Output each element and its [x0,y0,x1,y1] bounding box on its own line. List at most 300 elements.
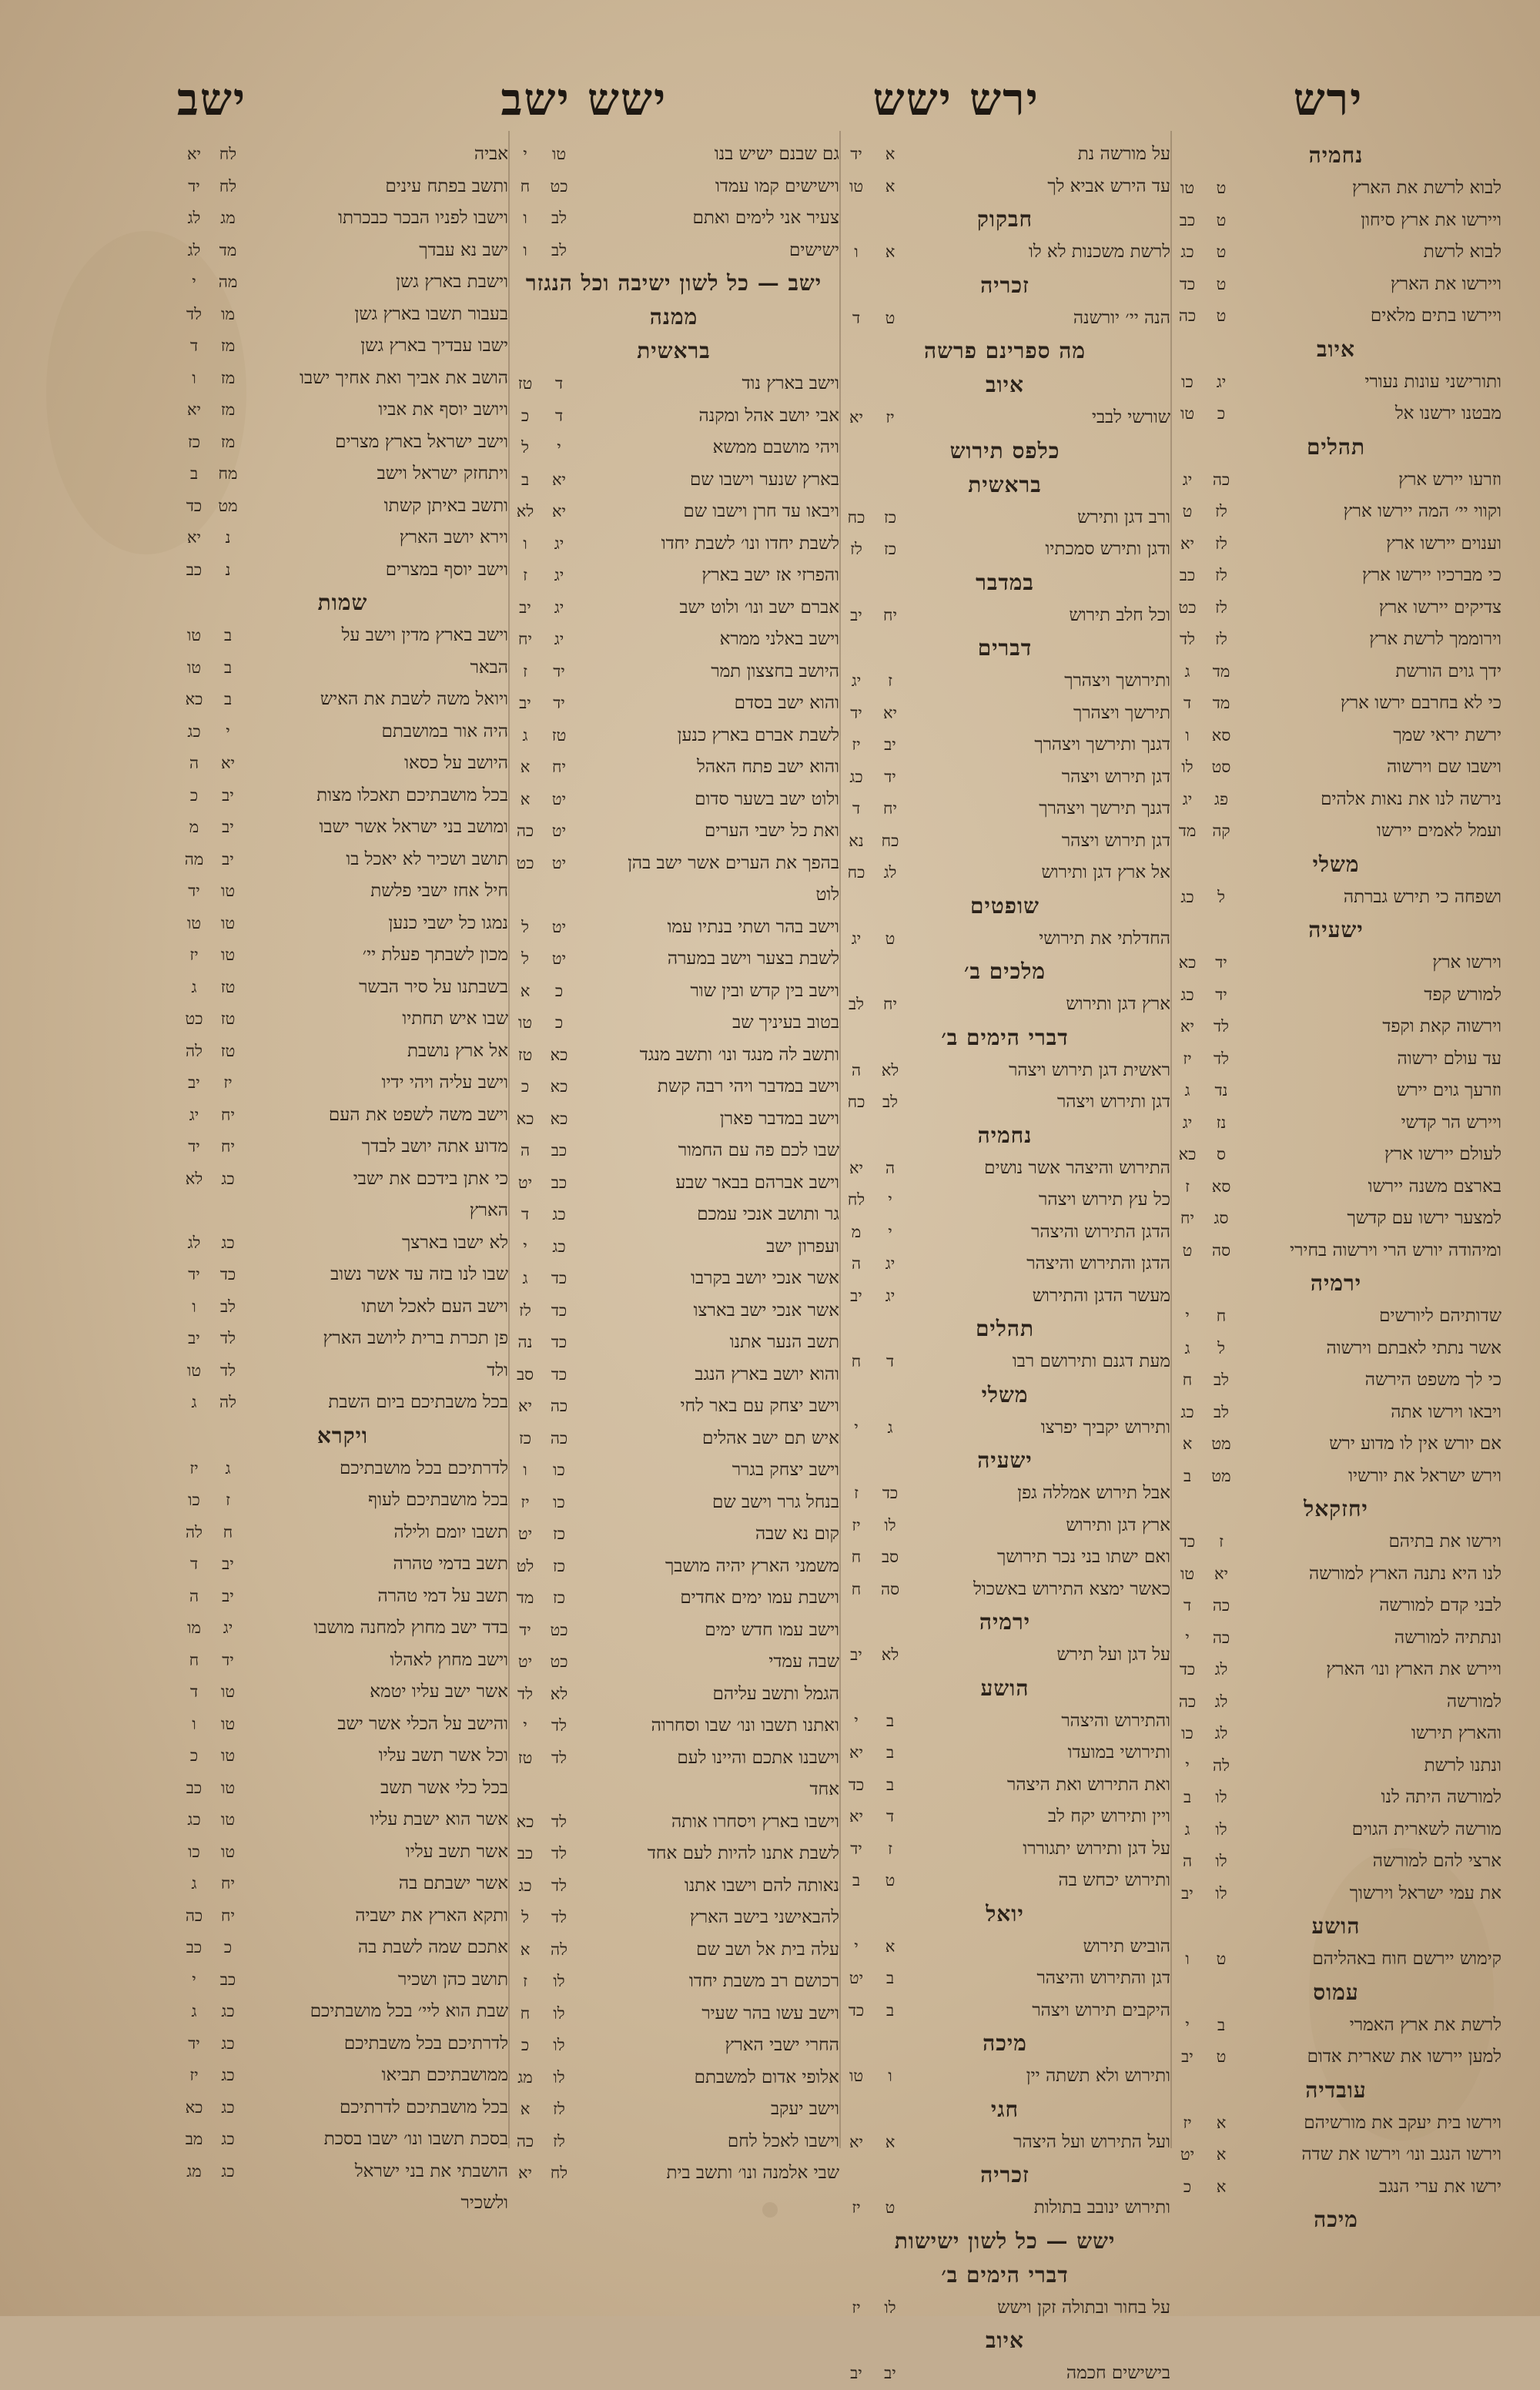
concordance-entry [177,1836,508,1869]
verse-number: יב [850,1286,862,1305]
chapter-number: ב [886,1743,895,1762]
verse-number: ט [1182,502,1193,521]
chapter-number: סט [1211,758,1231,776]
chapter-number: טו [220,882,236,900]
verse-number: לא [185,1169,203,1188]
concordance-entry [1170,1333,1502,1365]
chapter-number: טז [220,1041,236,1060]
entry-text: אשר אנכי יושב בקרבו [691,1268,839,1288]
chapter-number: יח [221,1137,235,1156]
concordance-entry [508,1679,839,1711]
chapter-number: יא [220,754,236,772]
chapter-number: א [885,2132,896,2151]
concordance-entry [508,1007,839,1039]
chapter-number: כג [221,1169,235,1188]
chapter-number: א [885,243,896,261]
entry-text: היה אור במושבתם [381,721,508,741]
verse-number: כב [517,1844,534,1863]
entry-text: למורשה היתה לנו [1381,1787,1502,1807]
verse-number: לז [519,1300,531,1320]
concordance-entry [177,1645,508,1677]
verse-number: יז [1183,1049,1192,1068]
verse-number: לט [516,1556,534,1575]
concordance-entry [177,875,508,908]
chapter-number: כג [221,2161,235,2181]
concordance-entry [1170,560,1502,592]
concordance-entry [839,236,1170,269]
entry-text: ותשב בפתח עינים [385,176,508,196]
entry-text: היושב בחצצון תמר [711,661,839,681]
entry-text: ותשב באיתן קשתו [383,495,508,516]
chapter-number: כז [883,540,897,558]
concordance-entry [1170,1075,1502,1107]
chapter-number: טז [220,977,236,996]
chapter-number: כח [881,831,899,850]
verse-number: ל [521,438,529,457]
entry-text: כי לך משפט הירשה [1364,1370,1502,1390]
chapter-number: ז [1219,1532,1224,1551]
entry-text: וישב אברהם בבאר שבע [675,1172,839,1193]
entry-text: כי מברכיו יירשו ארץ [1362,565,1502,585]
concordance-entry [839,1769,1170,1802]
concordance-entry [177,1804,508,1836]
entry-text: הדגן התירוש והיצהר [1031,1221,1170,1242]
concordance-entry [177,1036,508,1068]
verse-number: ו [523,534,527,553]
verse-number: מג [186,2161,202,2181]
entry-text: ויתחזק ישראל וישב [377,464,508,484]
entry-text: כאשר ימצא התירוש באשכול [973,1578,1170,1599]
concordance-entry [839,502,1170,534]
entry-text: וישב יצחק בגרר [732,1460,839,1480]
chapter-number: קה [1212,822,1230,840]
concordance-entry [508,1231,839,1264]
book-heading: מיכה [983,2030,1027,2056]
verse-number: ה [520,1141,531,1160]
chapter-number: מט [1211,1466,1231,1485]
verse-number: לא [516,502,534,521]
verse-number: ה [1182,1852,1193,1870]
entry-text: תושב ושכיר לא יאכל בו [346,849,508,869]
entry-text: וירשוה קאת וקפד [1382,1016,1502,1036]
entry-text: שבה עמדי [768,1652,839,1672]
chapter-number: סה [1211,1240,1231,1260]
verse-number: יט [849,1969,864,1987]
entry-text: קום נא שבה [755,1524,839,1544]
entry-text: ועל התירוש ועל היצהר [1013,2131,1170,2152]
concordance-entry [839,857,1170,889]
entry-text: הגמל ותשב עליהם [712,1683,839,1704]
verse-number: יט [517,1173,533,1192]
entry-text: בנחל גרר וישב שם [712,1491,839,1512]
concordance-entry [1170,1107,1502,1140]
entry-text: משמני הארץ יהיה מושבך [665,1555,839,1576]
verse-number: נה [517,1333,533,1351]
concordance-entry [177,908,508,940]
verse-number: ו [523,1461,527,1479]
concordance-entry [177,458,508,490]
concordance-entry [1170,528,1502,561]
entry-text: על בחור ובתולה זקן וישש [997,2297,1170,2318]
chapter-number: לה [219,1393,236,1411]
entry-text: ונתנו לרשת [1424,1755,1502,1776]
chapter-number: כ [1217,404,1226,423]
entry-text: אלופי אדום למשבתם [694,2067,839,2087]
concordance-entry [177,171,508,203]
concordance-entry [508,1902,839,1934]
book-heading: משלי [981,1381,1029,1408]
chapter-number: ט [1216,243,1227,261]
chapter-number: יב [884,2364,896,2382]
chapter-number: לו [1215,1852,1227,1870]
concordance-entry [177,1932,508,1964]
concordance-entry [508,688,839,720]
concordance-entry [839,1995,1170,2027]
chapter-number: מד [219,240,237,259]
book-heading: זכריה [980,2162,1029,2187]
entry-text: וירשו בית יעקב את מורשיהם [1304,2112,1502,2133]
verse-number: יד [188,2034,200,2053]
chapter-number: יח [883,605,897,624]
verse-number: יב [850,605,862,624]
entry-text: וישבו בארץ ויסחרו אותה [671,1811,839,1832]
concordance-entry [177,363,508,395]
entry-text: איש תם ישב אהלים [701,1428,839,1448]
chapter-number: כג [552,1237,566,1256]
chapter-number: יח [552,758,566,776]
concordance-entry [177,1100,508,1132]
verse-number: כג [187,721,201,741]
chapter-number: יח [883,995,897,1013]
verse-number: י [854,1711,859,1730]
concordance-entry [1170,1461,1502,1493]
chapter-number: כז [552,1525,566,1543]
entry-text: ותירושך ויצהרך [1064,671,1170,691]
verse-number: טו [186,1361,202,1380]
concordance-entry [177,1548,508,1581]
verse-number: יט [1180,2145,1195,2164]
chapter-number: כ [554,981,564,1000]
concordance-entry [1170,882,1502,914]
concordance-entry [508,1934,839,1967]
concordance-entry [508,432,839,464]
concordance-entry [177,972,508,1004]
verse-number: לב [849,995,864,1013]
chapter-number: לב [882,1093,898,1111]
concordance-entry [508,1838,839,1870]
chapter-number: כו [553,1492,565,1511]
entry-text: לעולם יירשו ארץ [1384,1144,1502,1164]
concordance-entry [839,1217,1170,1249]
verse-number: מ [851,1222,862,1241]
concordance-entry [839,793,1170,825]
verse-number: טו [849,176,864,196]
entry-text: נאותה להם וישבו אתנו [684,1875,839,1896]
column-2 [839,139,1170,2383]
concordance-entry [508,912,839,944]
concordance-entry [839,1412,1170,1444]
chapter-number: כה [550,1397,568,1415]
concordance-entry [839,1184,1170,1217]
chapter-number: ה [885,1158,896,1177]
chapter-number: יג [885,1286,896,1305]
chapter-number: כה [1212,1596,1230,1615]
concordance-entry [1170,1878,1502,1910]
entry-text: דגן ותירוש ויצהר [1056,1092,1170,1112]
chapter-number: כד [219,1265,236,1284]
entry-text: ויירשו את הארץ [1390,273,1502,294]
verse-number: ח [851,1352,862,1371]
verse-number: כה [185,1906,203,1925]
entry-text: עד עולם ירשוה [1397,1048,1502,1069]
verse-number: כד [1179,1660,1196,1679]
concordance-entry [508,235,839,267]
verse-number: יד [850,145,862,163]
chapter-number: לז [1215,566,1227,584]
verse-number: יז [521,1492,530,1511]
entry-text: ישישים [788,239,839,260]
entry-text: אביה [474,144,508,164]
entry-text: אבי יושב אהל ומקנה [698,405,839,426]
entry-text: לנו היא נתנה הארץ למורשה [1308,1563,1502,1584]
chapter-number: טו [220,1714,236,1733]
entry-text: אברם ישב ונו׳ ולוט ישב [679,597,839,618]
entry-text: הדגן והתירוש והיצהר [1026,1254,1170,1274]
verse-number: לג [187,1233,201,1252]
concordance-entry [1170,300,1502,333]
concordance-entry [177,844,508,876]
entry-text: וכל אשר תשב עליו [378,1746,508,1766]
concordance-entry [508,1295,839,1327]
chapter-number: א [1216,2145,1227,2164]
entry-text: גר ותושב אנכי עמכם [697,1204,839,1224]
chapter-number: לז [553,2100,565,2118]
concordance-entry [177,1868,508,1900]
book-heading: עמוס [1313,1979,1359,2005]
entry-text: ודגן ותירש סמכתיו [1045,539,1170,559]
entry-text: וישבו לפניו הבכר כבכרתו [338,208,508,228]
chapter-number: ג [887,1418,893,1437]
verse-number: כט [516,853,534,872]
entry-text: בכל מושבתיכם תאכלו מצות [316,785,508,805]
concordance-entry [1170,1011,1502,1043]
chapter-number: כג [221,2034,235,2053]
concordance-entry [839,534,1170,566]
verse-number: ח [520,176,531,196]
concordance-entry [839,698,1170,730]
concordance-entry [1170,1171,1502,1203]
verse-number: כא [1178,1145,1197,1163]
concordance-entry [177,394,508,427]
entry-text: וירש ישראל את יורשיו [1348,1465,1502,1486]
concordance-entry [508,879,839,912]
verse-number: כ [1183,2177,1192,2196]
verse-number: י [523,1716,527,1735]
entry-text: על דגן ועל תירש [1056,1645,1170,1665]
book-heading: דברי הימים ב׳ [941,2261,1069,2288]
concordance-entry [177,1964,508,1997]
entry-text: וזרעך גוים יירש [1396,1080,1502,1100]
chapter-number: לג [1214,1660,1228,1679]
entry-text: והארץ תירשו [1411,1723,1502,1743]
concordance-entry [839,1478,1170,1510]
verse-number: מד [1178,822,1197,840]
chapter-number: יא [882,703,898,722]
entry-text: שורשי לבבי [1091,407,1170,427]
chapter-number: לו [553,1972,565,1990]
entry-text: בעבור תשבו בארץ גשן [354,303,508,324]
entry-text: למורש קפד [1424,984,1502,1005]
verse-number: ב [521,470,530,489]
verse-number: מד [516,1588,534,1607]
entry-text: תירשך ויצהרך [1073,702,1170,723]
entry-text: וישב בהר ושתי בנתיו עמו [667,916,839,937]
book-heading: יחזקאל [1304,1496,1368,1521]
concordance-entry [177,2156,508,2188]
concordance-entry [839,2292,1170,2325]
concordance-entry [839,1865,1170,1897]
concordance-entry [177,139,508,171]
concordance-entry [508,1199,839,1231]
concordance-entry [508,1327,839,1359]
entry-text: וישב במדבר פארן [719,1108,839,1129]
entry-text: אל ארץ דגן ותירוש [1041,862,1170,882]
entry-text: והתירוש והיצהר [1061,1710,1170,1731]
chapter-number: לד [551,1908,567,1926]
concordance-entry [508,1487,839,1519]
verse-number: ג [522,1269,528,1287]
verse-number: יב [519,598,531,617]
book-heading: בראשית [968,471,1042,497]
header-word: ישש ישב [500,73,668,126]
book-heading: תהלים [975,1316,1035,1341]
concordance-entry [1170,367,1502,399]
entry-text: מעשר הדגן והתירוש [1032,1285,1170,1306]
concordance-entry [1170,496,1502,528]
entry-text: ולוט ישב בשער סדום [695,788,839,809]
concordance-entry [177,1612,508,1645]
verse-number: כד [1179,274,1196,293]
verse-number: כו [1181,1724,1194,1742]
concordance-entry [839,729,1170,762]
chapter-number: ד [554,374,564,393]
entry-text: שבו לכם פה עם החמור [678,1140,839,1160]
book-heading: איוב [1317,336,1355,362]
verse-number: ח [189,1650,199,1669]
chapter-number: נ [225,560,231,579]
chapter-number: י [557,438,561,457]
concordance-entry [1170,624,1502,656]
concordance-entry [508,751,839,784]
concordance-entry [177,299,508,331]
verse-number: ד [852,799,861,818]
concordance-entry [177,522,508,554]
entry-text: לשבת יחדו ונו׳ לשבת יחדו [661,533,839,554]
concordance-entry [839,989,1170,1021]
entry-text: למורשה [1446,1691,1502,1712]
concordance-entry [839,1086,1170,1119]
concordance-entry [1170,1364,1502,1397]
concordance-entry [508,1646,839,1679]
verse-number: יז [1183,2113,1192,2132]
concordance-entry [839,600,1170,632]
verse-number: יח [518,630,532,648]
entry-text: בכל מושבתיכם לעוף [368,1490,508,1510]
verse-number: לז [850,540,862,558]
column-3 [508,139,839,2183]
verse-number: י [1185,2015,1190,2034]
chapter-number: סג [1214,1209,1229,1227]
running-header [31,73,1509,142]
concordance-entry [508,784,839,816]
chapter-number: ט [1216,2047,1227,2066]
verse-number: כג [849,767,863,786]
chapter-number: יג [554,630,564,648]
verse-number: ד [189,1555,199,1573]
entry-text: ונתתיה למורשה [1394,1627,1502,1648]
entry-text: ותירושי במועדו [1067,1742,1170,1762]
entry-text: תשב בדמי טהרה [393,1554,508,1574]
concordance-entry [177,620,508,652]
concordance-entry [1170,1300,1502,1333]
concordance-entry [508,1870,839,1903]
chapter-number: כב [551,1173,567,1192]
concordance-entry [1170,1686,1502,1719]
chapter-number: כז [552,1588,566,1607]
chapter-number: לד [551,1876,567,1895]
verse-number: יב [1181,1883,1194,1903]
chapter-number: לג [1214,1692,1228,1711]
verse-number: כ [521,406,530,425]
concordance-entry [1170,815,1502,848]
chapter-number: כא [550,1045,568,1064]
verse-number: לד [1180,630,1195,648]
book-heading: ירמיה [1310,1270,1362,1296]
verse-number: טו [186,658,202,677]
chapter-number: א [885,145,896,163]
entry-text: שדותיהם ליורשים [1379,1306,1502,1326]
entry-text: ויהי מושבם ממשא [712,437,839,457]
entry-text: וישב יעקב [770,2099,839,2119]
entry-text: בכל כלי אשר תשב [380,1777,508,1798]
verse-number: מג [517,2067,533,2087]
chapter-number: לו [1215,1883,1227,1903]
chapter-number: טו [220,1778,236,1797]
entry-text: מדוע אתה יושב לבדך [361,1136,508,1157]
entry-text: וישב יוסף במצרים [385,559,508,580]
entry-text: לשבת אברם בארץ כנען [677,725,839,745]
chapter-number: יח [221,1105,235,1124]
concordance-entry [1170,2171,1502,2204]
entry-text: ויירש הר קדשי [1401,1112,1502,1133]
chapter-number: כד [882,1484,899,1502]
verse-number: ד [852,308,861,327]
chapter-number: כד [551,1269,567,1287]
chapter-number: ב [886,1969,895,1987]
entry-text: מעת דגנם ותירושם רבו [1012,1351,1170,1371]
entry-text: תשבו יומם ולילה [393,1521,508,1542]
verse-number: יד [850,1839,862,1858]
concordance-entry [177,1131,508,1163]
chapter-number: ד [886,1352,895,1371]
concordance-entry [177,2060,508,2092]
verse-number: ב [1183,1788,1192,1806]
verse-number: ו [523,209,527,227]
concordance-entry [839,2060,1170,2093]
entry-text: שבו לנו בזה עד אשר נשוב [330,1264,508,1284]
entry-text: וישב עמו חדש ימים [705,1619,839,1640]
book-heading: מלכים ב׳ [964,959,1046,984]
